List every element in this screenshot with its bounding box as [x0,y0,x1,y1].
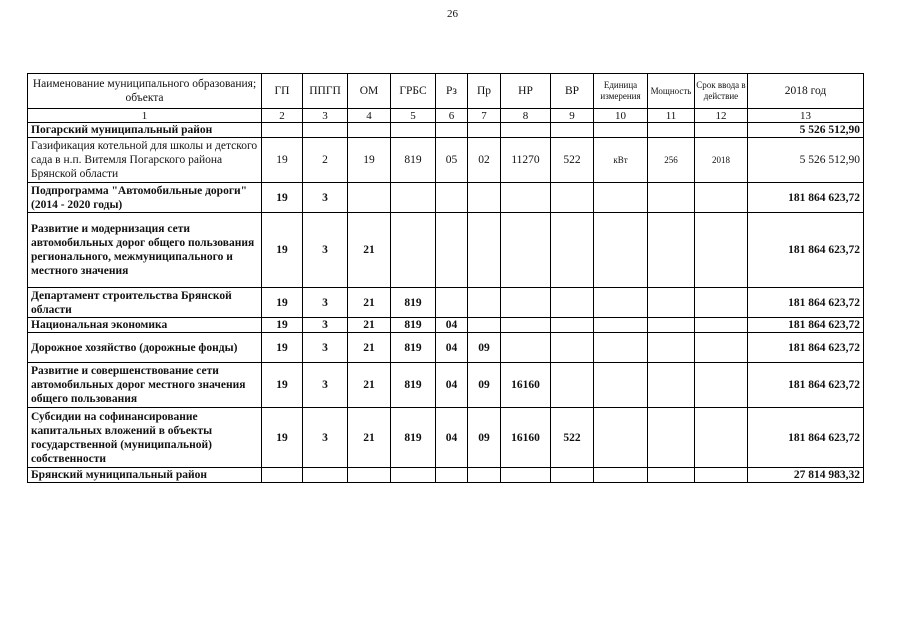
column-number: 10 [594,109,648,123]
header-grbs: ГРБС [391,74,436,109]
header-deadline: Срок ввода в действие [695,74,748,109]
vr-cell [551,333,594,363]
table-row [28,318,864,333]
amount-cell: 181 864 623,72 [748,363,864,408]
table-row [28,138,864,183]
nr-cell [501,333,551,363]
gp-cell: 19 [262,318,303,333]
nr-cell [501,318,551,333]
vr-cell [551,123,594,138]
object-name-cell: Брянский муниципальный район [28,468,262,483]
capacity-cell [648,288,695,318]
deadline-cell [695,408,748,468]
ppgp-cell [303,468,348,483]
column-number: 9 [551,109,594,123]
amount-cell: 5 526 512,90 [748,138,864,183]
unit-cell [594,318,648,333]
rz-cell [436,288,468,318]
ppgp-cell: 3 [303,333,348,363]
vr-cell [551,363,594,408]
grbs-cell [391,213,436,288]
pr-cell [468,213,501,288]
object-name-cell: Департамент строительства Брянской области [28,288,262,318]
capacity-cell [648,213,695,288]
nr-cell: 11270 [501,138,551,183]
rz-cell [436,183,468,213]
gp-cell: 19 [262,408,303,468]
pr-cell: 09 [468,363,501,408]
nr-cell [501,123,551,138]
ppgp-cell: 3 [303,318,348,333]
page-number: 26 [447,8,458,20]
unit-cell [594,123,648,138]
unit-cell [594,333,648,363]
gp-cell: 19 [262,138,303,183]
unit-cell [594,408,648,468]
object-name-cell: Субсидии на софинансирование капитальных вложений в объекты государственной (муниципальной) собственности [28,408,262,468]
unit-cell [594,183,648,213]
column-number: 2 [262,109,303,123]
ppgp-cell: 3 [303,408,348,468]
grbs-cell [391,468,436,483]
ppgp-cell: 3 [303,288,348,318]
column-number: 5 [391,109,436,123]
column-number: 1 [28,109,262,123]
om-cell [348,468,391,483]
column-number: 4 [348,109,391,123]
column-number: 7 [468,109,501,123]
gp-cell [262,468,303,483]
capacity-cell [648,408,695,468]
object-name-cell: Газификация котельной для школы и детского сада в н.п. Витемля Погарского района Брянской области [28,138,262,183]
gp-cell: 19 [262,333,303,363]
vr-cell [551,213,594,288]
pr-cell [468,468,501,483]
rz-cell: 05 [436,138,468,183]
unit-cell [594,363,648,408]
amount-cell: 27 814 983,32 [748,468,864,483]
rz-cell [436,123,468,138]
rz-cell: 04 [436,318,468,333]
nr-cell [501,213,551,288]
grbs-cell [391,183,436,213]
pr-cell: 09 [468,333,501,363]
pr-cell [468,288,501,318]
amount-cell: 181 864 623,72 [748,408,864,468]
gp-cell: 19 [262,288,303,318]
object-name-cell: Развитие и совершенствование сети автомобильных дорог местного значения общего пользования [28,363,262,408]
nr-cell: 16160 [501,363,551,408]
object-name-cell: Дорожное хозяйство (дорожные фонды) [28,333,262,363]
rz-cell: 04 [436,333,468,363]
column-number-row [28,109,864,123]
ppgp-cell: 3 [303,213,348,288]
object-name-cell: Подпрограмма "Автомобильные дороги" (2014 - 2020 годы) [28,183,262,213]
rz-cell [436,213,468,288]
pr-cell: 02 [468,138,501,183]
deadline-cell [695,468,748,483]
amount-cell: 181 864 623,72 [748,183,864,213]
amount-cell: 181 864 623,72 [748,333,864,363]
capacity-cell [648,183,695,213]
object-name-cell: Развитие и модернизация сети автомобильных дорог общего пользования регионального, межмуниципального и местного значения [28,213,262,288]
om-cell: 19 [348,138,391,183]
unit-cell [594,213,648,288]
table-body [28,123,864,483]
header-nr: НР [501,74,551,109]
table-row [28,288,864,318]
header-vr: ВР [551,74,594,109]
column-number: 6 [436,109,468,123]
nr-cell [501,288,551,318]
amount-cell: 5 526 512,90 [748,123,864,138]
ppgp-cell: 3 [303,183,348,213]
om-cell: 21 [348,318,391,333]
header-row [28,74,864,109]
column-number: 11 [648,109,695,123]
header-gp: ГП [262,74,303,109]
unit-cell [594,468,648,483]
deadline-cell [695,363,748,408]
table-row [28,363,864,408]
capacity-cell: 256 [648,138,695,183]
om-cell: 21 [348,363,391,408]
header-rz: Рз [436,74,468,109]
table-row [28,333,864,363]
header-capacity: Мощность [648,74,695,109]
deadline-cell [695,123,748,138]
nr-cell: 16160 [501,408,551,468]
pr-cell [468,123,501,138]
grbs-cell: 819 [391,138,436,183]
vr-cell: 522 [551,138,594,183]
object-name-cell: Национальная экономика [28,318,262,333]
vr-cell [551,183,594,213]
grbs-cell: 819 [391,318,436,333]
ppgp-cell [303,123,348,138]
column-number: 8 [501,109,551,123]
column-number: 3 [303,109,348,123]
table-row [28,213,864,288]
amount-cell: 181 864 623,72 [748,318,864,333]
rz-cell: 04 [436,363,468,408]
amount-cell: 181 864 623,72 [748,213,864,288]
deadline-cell [695,333,748,363]
ppgp-cell: 3 [303,363,348,408]
capacity-cell [648,318,695,333]
gp-cell: 19 [262,183,303,213]
header-name: Наименование муниципального образования; объекта [28,74,262,109]
amount-cell: 181 864 623,72 [748,288,864,318]
header-om: ОМ [348,74,391,109]
pr-cell [468,318,501,333]
grbs-cell: 819 [391,333,436,363]
grbs-cell: 819 [391,363,436,408]
table-row [28,408,864,468]
capacity-cell [648,123,695,138]
vr-cell [551,468,594,483]
column-number: 13 [748,109,864,123]
table-row [28,468,864,483]
om-cell: 21 [348,333,391,363]
table-row [28,123,864,138]
rz-cell: 04 [436,408,468,468]
om-cell: 21 [348,213,391,288]
gp-cell: 19 [262,363,303,408]
deadline-cell: 2018 [695,138,748,183]
gp-cell: 19 [262,213,303,288]
om-cell: 21 [348,288,391,318]
om-cell: 21 [348,408,391,468]
grbs-cell: 819 [391,408,436,468]
vr-cell [551,318,594,333]
vr-cell: 522 [551,408,594,468]
capacity-cell [648,363,695,408]
header-pr: Пр [468,74,501,109]
object-name-cell: Погарский муниципальный район [28,123,262,138]
header-unit: Единица измерения [594,74,648,109]
om-cell [348,183,391,213]
grbs-cell: 819 [391,288,436,318]
nr-cell [501,183,551,213]
column-number: 12 [695,109,748,123]
unit-cell [594,288,648,318]
grbs-cell [391,123,436,138]
table-row [28,183,864,213]
om-cell [348,123,391,138]
vr-cell [551,288,594,318]
gp-cell [262,123,303,138]
header-ppgp: ППГП [303,74,348,109]
capacity-cell [648,468,695,483]
ppgp-cell: 2 [303,138,348,183]
unit-cell: кВт [594,138,648,183]
nr-cell [501,468,551,483]
header-year: 2018 год [748,74,864,109]
deadline-cell [695,213,748,288]
capacity-cell [648,333,695,363]
deadline-cell [695,288,748,318]
budget-table [27,73,864,483]
pr-cell: 09 [468,408,501,468]
deadline-cell [695,318,748,333]
deadline-cell [695,183,748,213]
pr-cell [468,183,501,213]
rz-cell [436,468,468,483]
